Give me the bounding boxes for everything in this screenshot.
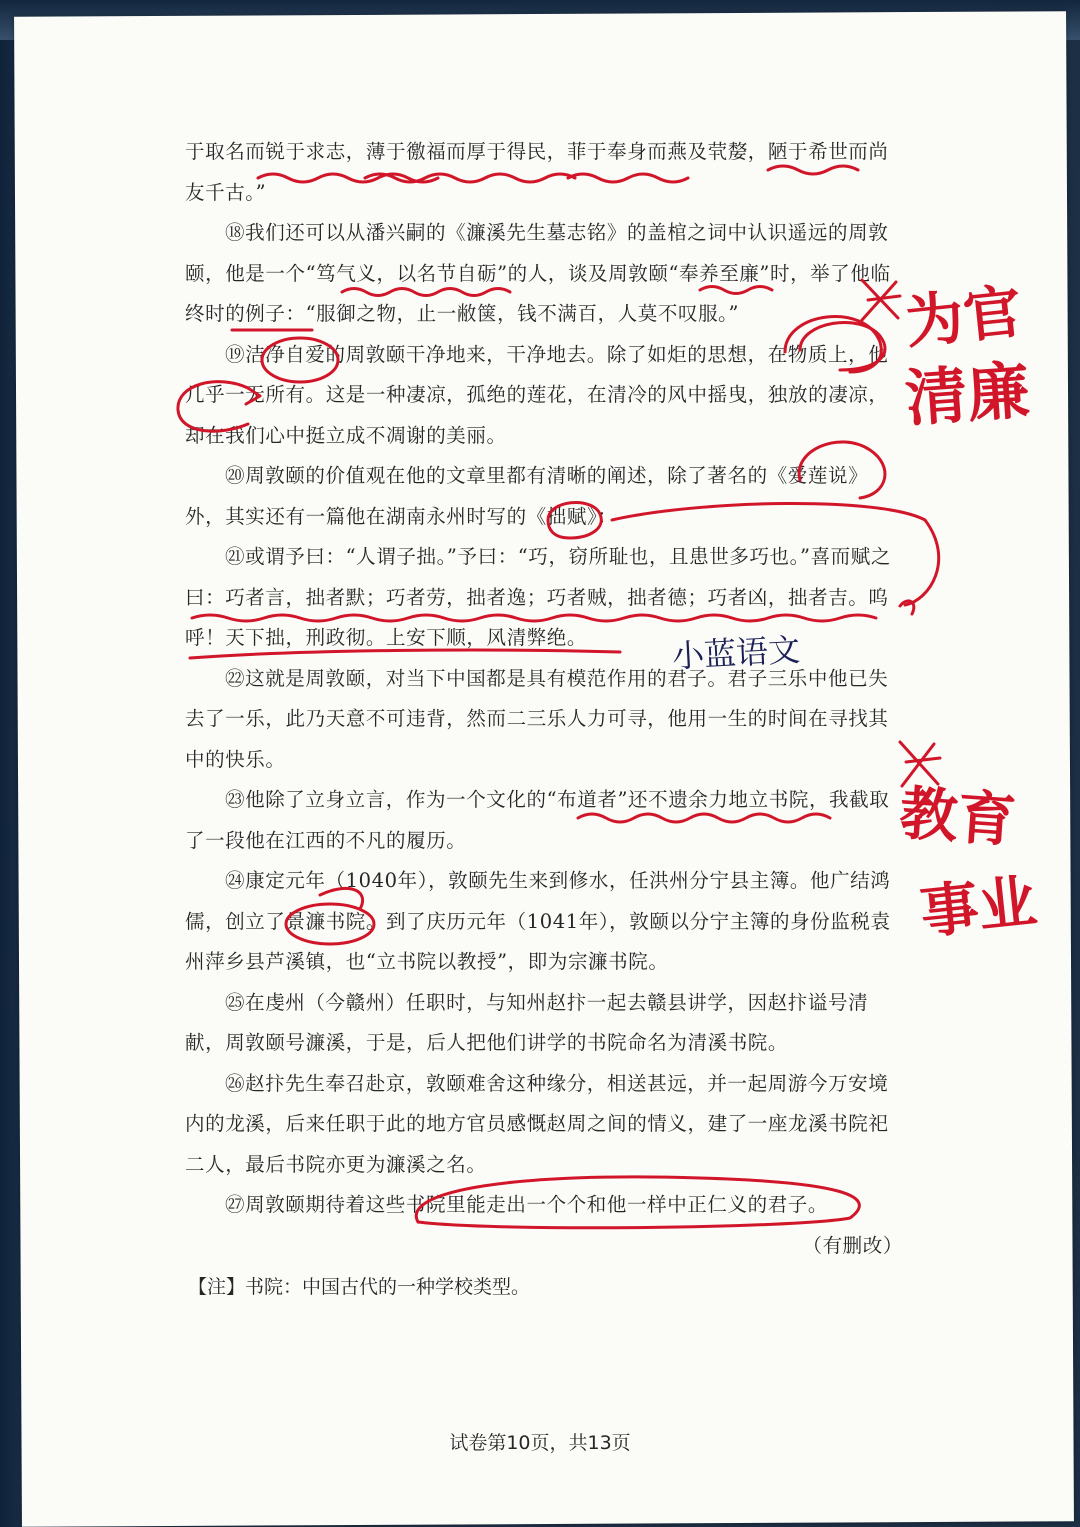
paragraph-20: ⑳周敦颐的价值观在他的文章里都有清晰的阐述，除了著名的《爱莲说》外，其实还有一篇他在湖南永州时写的《拙赋》： <box>185 464 869 528</box>
arrow <box>246 388 260 404</box>
paragraph-27: ㉗周敦颐期待着这些书院里能走出一个个和他一样中正仁义的君子。 <box>225 1193 829 1216</box>
paragraph-18: ⑱我们还可以从潘兴嗣的《濂溪先生墓志铭》的盖棺之词中认识遥远的周敦颐，他是一个“笃气义，以名节自砺”的人，谈及周敦颐“奉养至廉”时，举了他临终时的例子：“服御之物，止一敝箧，钱不满百，人莫不叹服。” <box>185 221 891 325</box>
paragraph-24: ㉔康定元年（1040年），敦颐先生来到修水，任洪州分宁县主簿。他广结鸿儒，创立了景濂书院。到了庆历元年（1041年），敦颐以分宁主簿的身份监税袁州萍乡县芦溪镇，也“立书院以教授”，即为宗濂书院。 <box>185 869 891 973</box>
circle-mark <box>262 338 338 382</box>
wavy-underline <box>342 289 510 296</box>
handwritten-note-3: 教育 <box>897 779 1018 855</box>
circle-mark <box>900 601 914 614</box>
paragraph-17-end: 于取名而锐于求志，薄于徼福而厚于得民，菲于奉身而燕及茕嫠，陋于希世而尚友千古。” <box>185 140 889 204</box>
paragraph-23: ㉓他除了立身立言，作为一个文化的“布道者”还不遗余力地立书院，我截取了一段他在江西的不凡的履历。 <box>185 788 890 852</box>
wavy-underline <box>192 615 876 621</box>
connector-line <box>612 503 939 605</box>
paragraph-22: ㉒这就是周敦颐，对当下中国都是具有模范作用的君子。君子三乐中他已失去了一乐，此乃天意不可违背，然而二三乐人力可寻，他用一生的时间在寻找其中的快乐。 <box>185 666 889 771</box>
handwritten-note-2: 清廉 <box>902 353 1032 436</box>
source-note: （有删改） <box>802 1233 903 1257</box>
circle-mark <box>548 503 601 538</box>
wavy-underline <box>578 814 830 822</box>
page-footer: 试卷第10页，共13页 <box>449 1432 631 1454</box>
handwritten-note-4: 事业 <box>917 867 1040 947</box>
paragraph-19: ⑲洁净自爱的周敦颐干净地来，干净地去。除了如炬的思想，在物质上，他几乎一无所有。这是一种凄凉，孤绝的莲花，在清冷的风中摇曳，独放的凄凉，却在我们心中挺立成不凋谢的美丽。 <box>185 342 889 447</box>
circle-mark <box>799 442 885 498</box>
circle-mark <box>416 1177 859 1228</box>
watermark-handwriting: 小蓝语文 <box>671 630 802 676</box>
footnote: 【注】书院：中国古代的一种学校类型。 <box>188 1276 531 1298</box>
paragraph-26: ㉖赵抃先生奉召赴京，敦颐难舍这种缘分，相送甚远，并一起周游今万安境内的龙溪，后来任职于此的地方官员感慨赵周之间的情义，建了一座龙溪书院祀二人，最后书院亦更为濂溪之名。 <box>185 1071 889 1176</box>
star-mark <box>862 280 900 320</box>
wavy-underline <box>568 174 688 182</box>
wavy-underline <box>768 166 858 174</box>
wavy-underline <box>700 287 772 294</box>
underline <box>190 650 620 658</box>
handwritten-note-1: 为官 <box>902 277 1025 357</box>
circle-mark <box>286 904 374 944</box>
paragraph-21: ㉑或谓予曰：“人谓子拙。”予曰：“巧，窃所耻也，且患世多巧也。”喜而赋之曰：巧者言，拙者默；巧者劳，拙者逸；巧者贼，拙者德；巧者凶，拙者吉。呜呼！天下拙，刑政彻。上安下顺，风清弊绝。 <box>185 545 891 649</box>
circle-mark <box>178 382 248 432</box>
paragraph-25: ㉕在虔州（今赣州）任职时，与知州赵抃一起去赣县讲学，因赵抃谥号清献，周敦颐号濂溪，于是，后人把他们讲学的书院命名为清溪书院。 <box>185 990 869 1054</box>
